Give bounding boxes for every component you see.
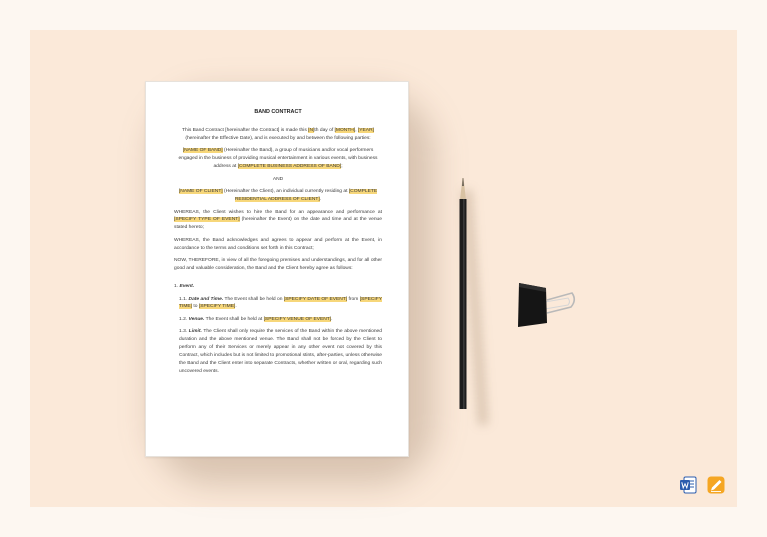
placeholder-client-address: [COMPLETE RESIDENTIAL ADDRESS OF CLIENT]	[234, 189, 378, 203]
placeholder-month: [MONTH]	[334, 127, 356, 133]
placeholder-venue: [SPECIFY VENUE OF EVENT]	[263, 316, 332, 322]
and-separator: AND	[272, 176, 284, 182]
placeholder-client-name: [NAME OF CLIENT]	[178, 189, 223, 195]
placeholder-event-type: [SPECIFY TYPE OF EVENT]	[174, 217, 240, 223]
placeholder-day: [N]	[308, 127, 315, 133]
word-icon[interactable]	[679, 476, 697, 494]
clause-1-1: 1.1. Date and Time. The Event shall be held on [SPECIFY DATE OF EVENT] from [SPECIFY TIME] to [SPECIFY TIME].	[179, 296, 382, 310]
now-therefore-paragraph: NOW, THEREFORE, in view of all the foregoing premises and understandings, and for all other good and valuable consideration, the Band and the Client hereby agree as follows:	[174, 258, 382, 272]
whereas-paragraph-2: WHEREAS, the Band acknowledges and agrees to appear and perform at the Event, in accordance to the terms and conditions set forth in this Contract;	[174, 237, 382, 251]
placeholder-event-date: [SPECIFY DATE OF EVENT]	[283, 296, 348, 302]
pencil-icon	[460, 178, 467, 409]
placeholder-band-address: [COMPLETE BUSINESS ADDRESS OF BAND]	[237, 164, 342, 170]
placeholder-end-time: [SPECIFY TIME]	[198, 304, 236, 310]
clause-1-3: 1.3. Limit. The Client shall only require the services of the Band within the above mentioned duration and the above mentioned venue. The Band shall not be forced by the Client to perform any of their Services or merely appear in any other event not covered by this Contract, which includes but is not limited to promotional stints, after-parties, unless otherwise the Band and the Client enter into separate Contracts, whether written or oral, regarding such uncovered events.	[179, 329, 382, 374]
whereas-paragraph-1: WHEREAS, the Client wishes to hire the Band for an appearance and performance at [SPECIFY TYPE OF EVENT] (hereinafter the Event) on the date and time and at the venue stated hereto;	[174, 209, 382, 231]
client-party-paragraph: [NAME OF CLIENT] (Hereinafter the Client), an individual currently residing at [COMPLETE RESIDENTIAL ADDRESS OF CLIENT].	[178, 189, 378, 203]
document-title: BAND CONTRACT	[254, 109, 302, 115]
band-party-paragraph: [NAME OF BAND] (Hereinafter the Band), a group of musicians and/or vocal performers engaged in the business of providing musical entertainment in various events, with business address at [COMPLETE BUSINESS ADDRESS OF BAND];	[178, 148, 378, 170]
clause-1-2: 1.2. Venue. The Event shall be held at [SPECIFY VENUE OF EVENT].	[179, 316, 333, 322]
intro-paragraph: This Band Contract [hereinafter the Contract] is made this [N]th day of [MONTH], [YEAR] (hereinafter the Effective Date), and is executed by and between the following parties:	[182, 127, 374, 141]
placeholder-start-time: [SPECIFY TIME]	[179, 296, 382, 310]
section-1-heading: 1. Event.	[174, 284, 195, 290]
binder-clip-icon	[518, 283, 574, 327]
placeholder-year: [YEAR]	[357, 127, 374, 133]
placeholder-band-name: [NAME OF BAND]	[182, 148, 223, 154]
pages-icon[interactable]	[707, 476, 725, 494]
